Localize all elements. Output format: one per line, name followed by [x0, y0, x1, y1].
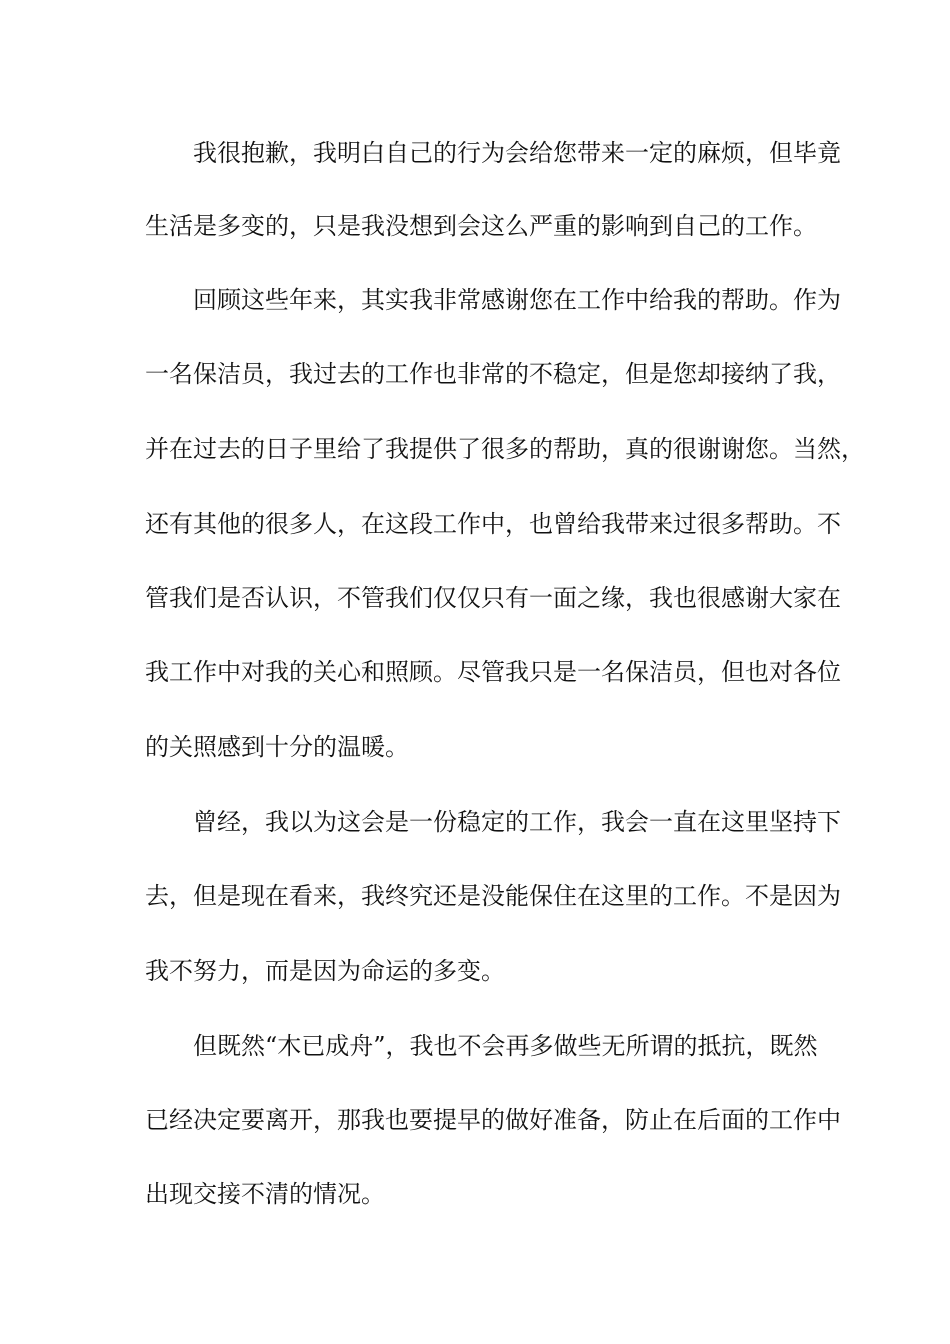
- paragraph-1-line-2: 生活是多变的，只是我没想到会这么严重的影响到自己的工作。: [145, 212, 817, 240]
- paragraph-3-line-2: 去，但是现在看来，我终究还是没能保住在这里的工作。不是因为: [145, 882, 841, 910]
- paragraph-3-line-1: 曾经，我以为这会是一份稳定的工作，我会一直在这里坚持下: [193, 808, 841, 836]
- paragraph-4-line-2: 已经决定要离开，那我也要提早的做好准备，防止在后面的工作中: [145, 1106, 841, 1134]
- paragraph-2-line-4: 还有其他的很多人，在这段工作中，也曾给我带来过很多帮助。不: [145, 510, 841, 538]
- paragraph-3-line-3: 我不努力，而是因为命运的多变。: [145, 957, 505, 985]
- paragraph-2-line-1: 回顾这些年来，其实我非常感谢您在工作中给我的帮助。作为: [193, 286, 841, 314]
- paragraph-2-line-5: 管我们是否认识，不管我们仅仅只有一面之缘，我也很感谢大家在: [145, 584, 841, 612]
- paragraph-2-line-3: 并在过去的日子里给了我提供了很多的帮助，真的很谢谢您。当然，: [145, 435, 865, 463]
- paragraph-2-line-7: 的关照感到十分的温暖。: [145, 733, 409, 761]
- paragraph-1-line-1: 我很抱歉，我明白自己的行为会给您带来一定的麻烦，但毕竟: [193, 139, 841, 167]
- paragraph-2-line-2: 一名保洁员，我过去的工作也非常的不稳定，但是您却接纳了我，: [145, 360, 841, 388]
- paragraph-2-line-6: 我工作中对我的关心和照顾。尽管我只是一名保洁员，但也对各位: [145, 658, 841, 686]
- paragraph-4-line-1: 但既然“木已成舟”，我也不会再多做些无所谓的抵抗，既然: [193, 1032, 818, 1060]
- paragraph-4-line-3: 出现交接不清的情况。: [145, 1180, 385, 1208]
